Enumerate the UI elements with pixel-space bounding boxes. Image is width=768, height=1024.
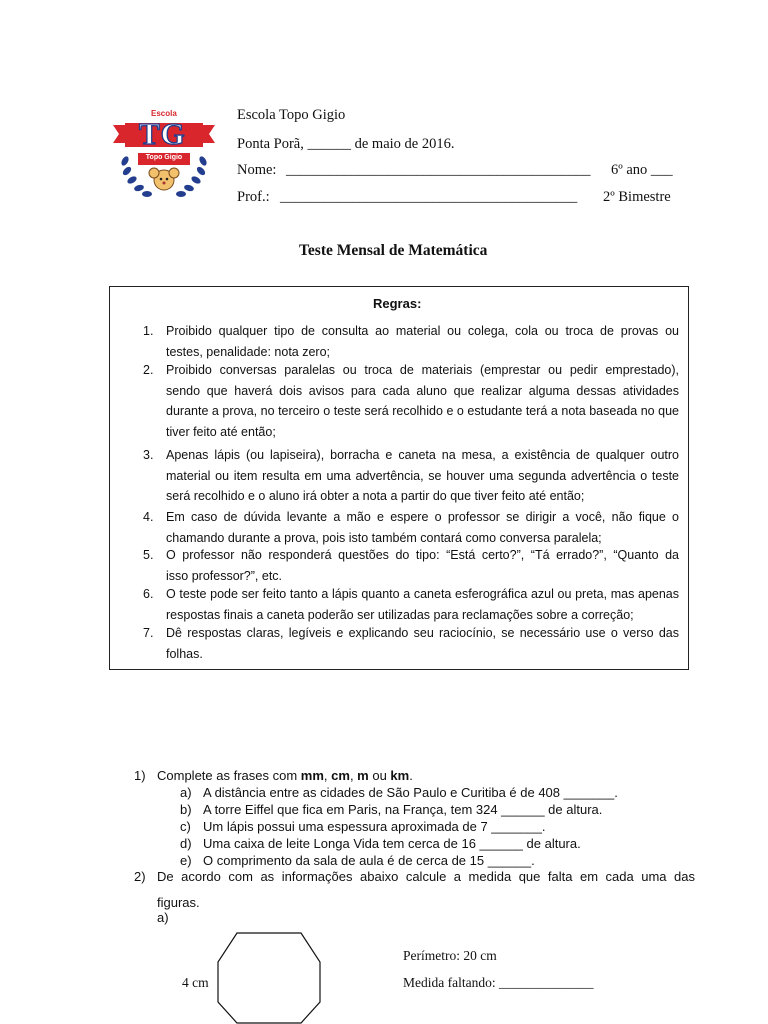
q1-item-e[interactable]: O comprimento da sala de aula é de cerca de 15 ______. xyxy=(203,853,535,868)
rule-2-line: sendo que haverá dois avisos para cada aluno que realizar alguma dessas atividades xyxy=(166,383,679,398)
rule-3-line: material ou item resulta em uma advertência, se houver uma segunda advertência o teste xyxy=(166,468,679,483)
rule-7-line: folhas. xyxy=(166,646,203,661)
q2-number: 2) xyxy=(134,869,146,884)
unit-mm: mm xyxy=(300,768,324,783)
hexagon-shape xyxy=(218,933,320,1023)
rule-number: 5. xyxy=(143,548,154,562)
rule-number: 2. xyxy=(143,363,154,377)
school-name: Escola Topo Gigio xyxy=(237,107,346,123)
q1-item-a[interactable]: A distância entre as cidades de São Paulo e Curitiba é de 408 _______. xyxy=(203,785,618,800)
term-label: 2º Bimestre xyxy=(603,189,671,205)
q1-item-letter: c) xyxy=(180,819,191,834)
q1-item-letter: a) xyxy=(180,785,192,800)
rule-number: 7. xyxy=(143,626,154,640)
q2-prompt-line1: De acordo com as informações abaixo calcule a medida que falta em cada uma das xyxy=(157,869,695,884)
teacher-field[interactable]: _________________________________________ xyxy=(280,189,578,205)
q1-number: 1) xyxy=(134,768,146,783)
missing-measure-field[interactable]: Medida faltando: ______________ xyxy=(403,975,594,990)
hexagon-side-label: 4 cm xyxy=(182,975,209,990)
unit-m: m xyxy=(357,768,369,783)
rule-2-line: Proibido conversas paralelas ou troca de materiais (emprestar ou pedir emprestado), xyxy=(166,363,679,377)
rule-1-line: Proibido qualquer tipo de consulta ao material ou colega, cola ou troca de provas ou xyxy=(166,324,679,338)
q1-item-letter: e) xyxy=(180,853,192,868)
q1-item-letter: d) xyxy=(180,836,192,851)
hexagon-figure xyxy=(217,932,321,1024)
unit-cm: cm xyxy=(331,768,350,783)
rule-3-line: Apenas lápis (ou lapiseira), borracha e caneta na mesa, a existência de qualquer outro xyxy=(166,448,679,462)
date-line: Ponta Porã, ______ de maio de 2016. xyxy=(237,136,455,152)
rule-number: 1. xyxy=(143,324,154,338)
grade-field[interactable]: 6º ano ___ xyxy=(611,162,673,178)
unit-separator: , xyxy=(323,768,332,783)
unit-separator: ou xyxy=(368,768,391,783)
q2-prompt-line2: figuras. xyxy=(157,895,200,910)
teacher-label: Prof.: xyxy=(237,189,270,205)
logo-ribbon-text: Topo Gigio xyxy=(145,154,183,161)
student-name-label: Nome: xyxy=(237,162,277,178)
rule-number: 4. xyxy=(143,510,154,524)
q1-item-letter: b) xyxy=(180,802,192,817)
page-title: Teste Mensal de Matemática xyxy=(299,242,488,259)
rule-2-line: durante a prova, no terceiro o teste será recolhido e o estudante terá a nota baseada no que xyxy=(166,404,679,419)
rules-heading: Regras: xyxy=(373,296,422,311)
rule-7-line: Dê respostas claras, legíveis e explicando seu raciocínio, se necessário use o verso das xyxy=(166,626,679,640)
rule-4-line: chamando durante a prova, pois isto também contará como conversa paralela; xyxy=(166,530,602,545)
logo-letters: TG xyxy=(139,116,186,151)
rule-number: 6. xyxy=(143,587,154,601)
student-name-field[interactable]: __________________________________________ xyxy=(286,162,591,178)
q1-item-d[interactable]: Uma caixa de leite Longa Vida tem cerca de 16 ______ de altura. xyxy=(203,836,581,851)
rule-3-line: será recolhido e o aluno irá obter a nota a partir do que tiver feito até então; xyxy=(166,489,585,504)
perimeter-text: Perímetro: 20 cm xyxy=(403,948,497,963)
unit-separator: , xyxy=(349,768,358,783)
rule-5-line: isso professor?”, etc. xyxy=(166,568,283,583)
q1-item-c[interactable]: Um lápis possui uma espessura aproximada de 7 _______. xyxy=(203,819,546,834)
q2-item-a-label: a) xyxy=(157,910,169,925)
rule-4-line: Em caso de dúvida levante a mão e espere o professor se dirigir a você, não fique o xyxy=(166,510,679,524)
unit-km: km xyxy=(390,768,410,783)
rule-2-line: tiver feito até então; xyxy=(166,425,276,440)
rule-6-line: respostas finais a caneta poderão ser utilizadas para reclamações sobre a correção; xyxy=(166,607,634,622)
logo-school-text: Escola xyxy=(151,109,177,118)
rule-1-line: testes, penalidade: nota zero; xyxy=(166,344,331,359)
rule-number: 3. xyxy=(143,448,154,462)
rule-5-line: O professor não responderá questões do tipo: “Está certo?”, “Tá errado?”, “Quanto da xyxy=(166,548,679,562)
q1-prompt-text: Complete as frases com xyxy=(157,768,301,783)
prompt-period: . xyxy=(409,768,413,783)
rule-6-line: O teste pode ser feito tanto a lápis quanto a caneta esferográfica azul ou preta, mas apenas xyxy=(166,587,679,601)
q1-prompt xyxy=(157,768,413,783)
school-logo xyxy=(105,103,223,208)
q1-item-b[interactable]: A torre Eiffel que fica em Paris, na França, tem 324 ______ de altura. xyxy=(203,802,603,817)
